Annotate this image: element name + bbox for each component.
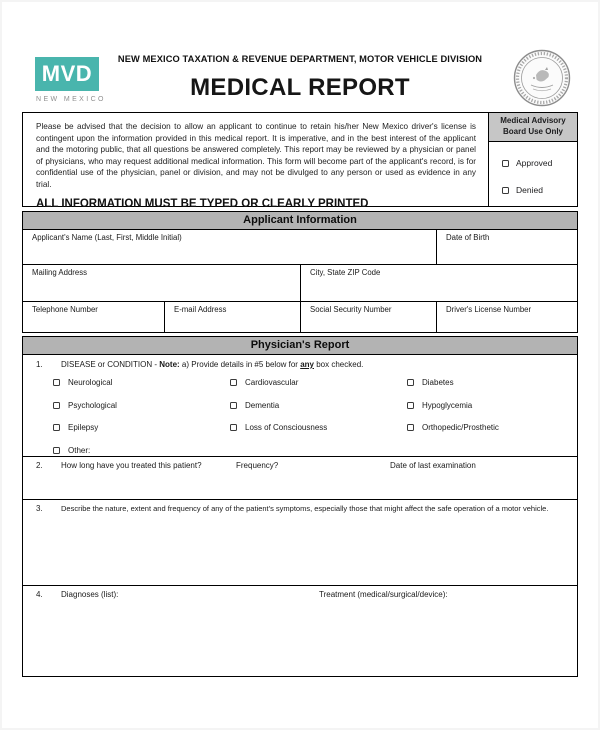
condition-checkbox-cardiovascular[interactable]: [230, 378, 407, 387]
checkbox-icon: [53, 424, 60, 431]
question-4-diagnoses-treatment: [23, 586, 577, 676]
condition-checkbox-loss-of-consciousness[interactable]: [230, 423, 407, 432]
city-state-zip-label: City, State ZIP Code: [310, 268, 381, 277]
drivers-license-field[interactable]: [436, 302, 577, 332]
symptoms-description-label: Describe the nature, extent and frequency of any of the patient's symptoms, especially those that might affect the safe operation of a motor vehicle.: [61, 504, 549, 513]
notice-text-area: [23, 113, 488, 210]
physicians-report-section: [22, 336, 578, 677]
date-of-birth-label: Date of Birth: [446, 233, 490, 242]
symptoms-description-value: [61, 513, 573, 514]
diagnoses-value: [61, 599, 319, 600]
checkbox-label: Epilepsy: [68, 423, 99, 432]
applicant-section-header: Applicant Information: [23, 212, 577, 230]
q1-text-mid: a) Provide details in #5 below for: [179, 360, 301, 369]
checkbox-label: Orthopedic/Prosthetic: [422, 423, 499, 432]
condition-checkbox-other[interactable]: [53, 446, 230, 455]
email-label: E-mail Address: [174, 305, 227, 314]
mvd-logo: MVD: [35, 57, 99, 91]
city-state-zip-field[interactable]: [300, 265, 577, 301]
applicant-name-value: [32, 242, 432, 243]
condition-checkbox-dementia[interactable]: [230, 401, 407, 410]
checkbox-icon: [407, 379, 414, 386]
form-body: [22, 112, 578, 677]
question-3-symptoms-description[interactable]: [23, 500, 577, 586]
question-1-disease-or-condition: [23, 355, 577, 457]
condition-checkbox-grid: [53, 378, 577, 455]
checkbox-icon: [502, 160, 509, 167]
checkbox-icon: [407, 402, 414, 409]
question-4-number: 4.: [36, 590, 43, 599]
medical-advisory-board-box: [488, 113, 577, 206]
notice-section: [22, 112, 578, 210]
last-examination-field[interactable]: [390, 461, 577, 499]
applicant-name-field[interactable]: [23, 230, 436, 264]
checkbox-icon: [407, 424, 414, 431]
q1-text-suffix: box checked.: [314, 360, 364, 369]
physician-section-header: Physician's Report: [23, 337, 577, 355]
denied-checkbox[interactable]: [502, 185, 577, 195]
email-field[interactable]: [164, 302, 300, 332]
applicant-name-label: Applicant's Name (Last, First, Middle Initial): [32, 233, 182, 242]
checkbox-icon: [230, 424, 237, 431]
checkbox-label: Hypoglycemia: [422, 400, 473, 410]
checkbox-label: Neurological: [68, 378, 113, 387]
q1-note-word: Note:: [159, 360, 180, 369]
checkbox-label: Loss of Consciousness: [245, 423, 328, 432]
condition-checkbox-orthopedic-prosthetic[interactable]: [407, 423, 577, 432]
treated-how-long-field[interactable]: [61, 461, 236, 499]
frequency-label: Frequency?: [236, 461, 279, 470]
question-2-treatment-history: [23, 457, 577, 500]
applicant-information-section: [22, 211, 578, 333]
question-1-number: 1.: [36, 360, 43, 369]
checkbox-label: Psychological: [68, 400, 117, 410]
page-title: MEDICAL REPORT: [190, 74, 410, 101]
applicant-row-1: [23, 230, 577, 265]
mailing-address-label: Mailing Address: [32, 268, 88, 277]
city-state-zip-value: [310, 277, 573, 278]
mvd-logo-subtext: NEW MEXICO: [36, 96, 106, 103]
question-1-label: [61, 360, 363, 369]
checkbox-label: Other:: [68, 445, 91, 455]
department-line: NEW MEXICO TAXATION & REVENUE DEPARTMENT, MOTOR VEHICLE DIVISION: [117, 54, 483, 64]
condition-checkbox-psychological[interactable]: [53, 401, 230, 410]
approved-label: Approved: [516, 158, 553, 168]
checkbox-icon: [53, 402, 60, 409]
condition-checkbox-hypoglycemia[interactable]: [407, 401, 577, 410]
date-of-birth-value: [446, 242, 573, 243]
checkbox-icon: [502, 187, 509, 194]
ssn-value: [310, 314, 432, 315]
treatment-label: Treatment (medical/surgical/device):: [319, 590, 448, 599]
checkbox-label: Cardiovascular: [245, 378, 299, 387]
telephone-value: [32, 314, 160, 315]
treated-how-long-value: [61, 470, 236, 471]
denied-label: Denied: [516, 185, 543, 195]
approved-checkbox[interactable]: [502, 158, 577, 168]
checkbox-label: Dementia: [245, 400, 280, 410]
drivers-license-value: [446, 314, 573, 315]
ssn-field[interactable]: [300, 302, 436, 332]
mailing-address-value: [32, 277, 296, 278]
checkbox-icon: [53, 447, 60, 454]
treatment-field[interactable]: [319, 590, 577, 676]
date-of-birth-field[interactable]: [436, 230, 577, 264]
question-3-number: 3.: [36, 504, 43, 513]
treatment-value: [319, 599, 577, 600]
checkbox-label: Diabetes: [422, 378, 454, 387]
applicant-row-2: [23, 265, 577, 302]
telephone-label: Telephone Number: [32, 305, 98, 314]
q1-any-word: any: [300, 360, 314, 369]
q1-text-prefix: DISEASE or CONDITION -: [61, 360, 160, 369]
condition-checkbox-epilepsy[interactable]: [53, 423, 230, 432]
diagnoses-label: Diagnoses (list):: [61, 590, 119, 599]
drivers-license-label: Driver's License Number: [446, 305, 532, 314]
frequency-value: [236, 470, 390, 471]
diagnoses-field[interactable]: [61, 590, 319, 676]
mailing-address-field[interactable]: [23, 265, 300, 301]
checkbox-icon: [53, 379, 60, 386]
last-examination-label: Date of last examination: [390, 461, 476, 470]
condition-checkbox-diabetes[interactable]: [407, 378, 577, 387]
question-2-number: 2.: [36, 461, 43, 470]
last-examination-value: [390, 470, 577, 471]
checkbox-icon: [230, 402, 237, 409]
checkbox-icon: [230, 379, 237, 386]
condition-checkbox-neurological[interactable]: [53, 378, 230, 387]
notice-body: Please be advised that the decision to allow an applicant to continue to retain his/her New Mexico driver's license is contingent upon the information provided in this medical report. It is imperative, and in the best interest of the applicant and the motoring public, that all questions be answered completely. This report may be reviewed by a physician or panel of physicians, who may request additional medical information. This form will become part of the applicant's record, is for confidential use of the physician, panel or division, and may not be divulged to any person or used as evidence in any trial.: [36, 122, 476, 189]
email-value: [174, 314, 296, 315]
advisory-box-title: Medical Advisory Board Use Only: [489, 113, 577, 142]
frequency-field[interactable]: [236, 461, 390, 499]
ssn-label: Social Security Number: [310, 305, 392, 314]
telephone-field[interactable]: [23, 302, 164, 332]
new-mexico-state-seal-icon: [512, 48, 572, 108]
notice-emphasis: ALL INFORMATION MUST BE TYPED OR CLEARLY PRINTED: [36, 197, 369, 210]
treated-how-long-label: How long have you treated this patient?: [61, 461, 202, 470]
applicant-row-3: [23, 302, 577, 332]
